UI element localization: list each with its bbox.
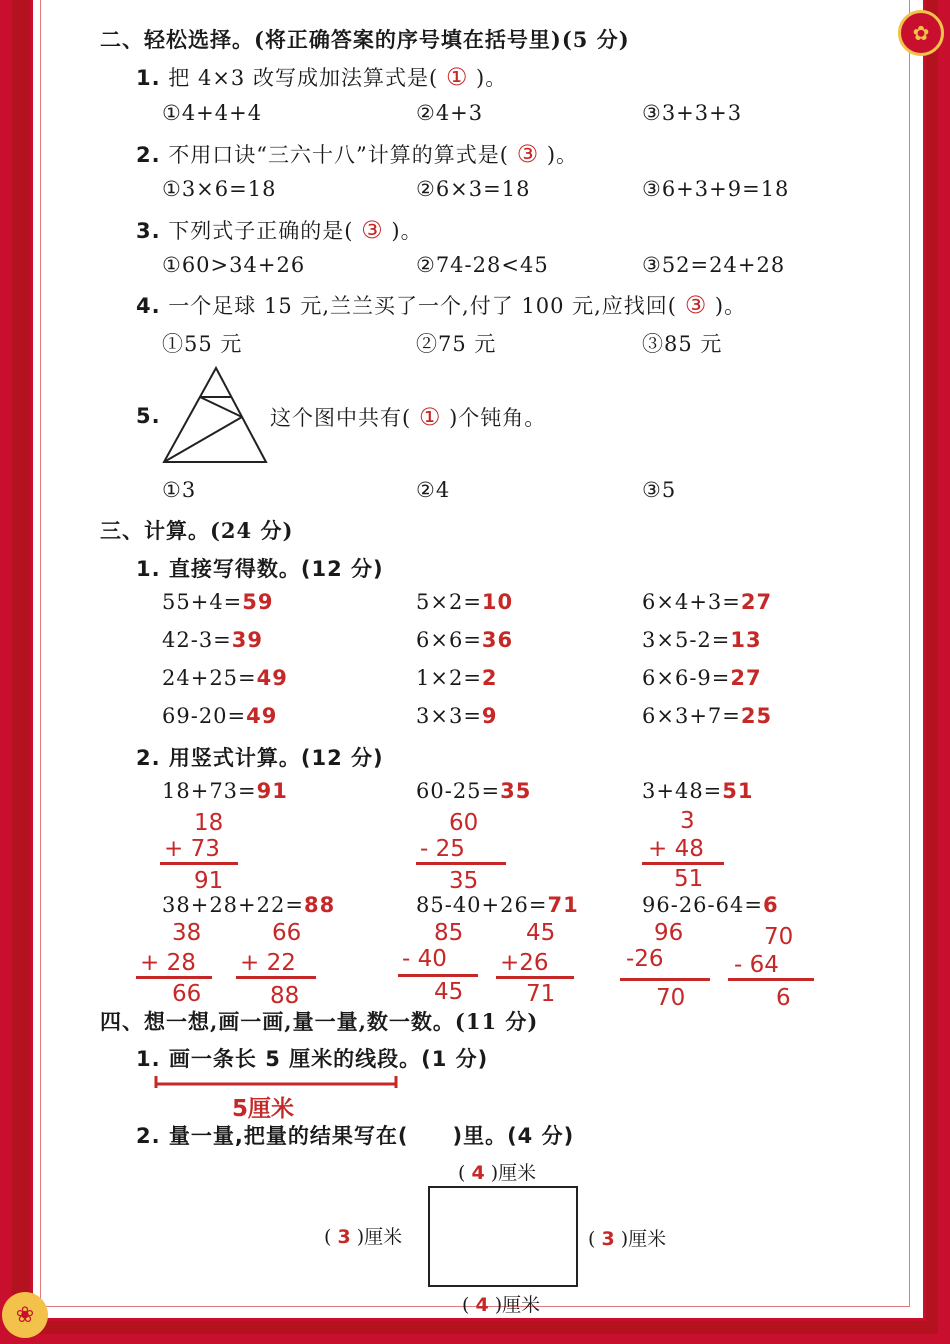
work-rule [620, 978, 710, 981]
work-rule [236, 976, 316, 979]
option: ②75 元 [416, 332, 497, 356]
calc-item: 24+25=49 [162, 666, 288, 690]
option: ①60>34+26 [162, 253, 306, 277]
section-3-title: 三、计算。(24 分) [100, 518, 294, 543]
work-mid: + 48 [648, 836, 704, 862]
calc-item: 3×3=9 [416, 704, 498, 728]
question-5-number: 5. [136, 404, 161, 428]
question-4: 4. 一个足球 15 元,兰兰买了一个,付了 100 元,应找回( ③ )。 [136, 291, 747, 319]
vertical-problem: 85-40+26=71 [416, 893, 579, 917]
work-top: 38 [172, 920, 202, 946]
part-2-title: 2. 用竖式计算。(12 分) [136, 746, 384, 770]
option: ①4+4+4 [162, 101, 263, 125]
work-rule [398, 974, 478, 977]
vertical-problem: 96-26-64=6 [642, 893, 779, 917]
answer-mark: ③ [516, 140, 540, 168]
work-mid: + 73 [164, 836, 220, 862]
question-1: 1. 把 4×3 改写成加法算式是( ① )。 [136, 63, 508, 91]
triangle-figure [160, 364, 272, 466]
work-top: 70 [764, 924, 794, 950]
answer-mark: ③ [684, 291, 708, 319]
option: ③3+3+3 [642, 101, 743, 125]
work-mid: +26 [500, 950, 549, 976]
option: ①3 [162, 478, 197, 502]
work-rule [160, 862, 238, 865]
calc-item: 6×6=36 [416, 628, 514, 652]
work-rule [136, 976, 212, 979]
work-rule [496, 976, 574, 979]
option: ③6+3+9=18 [642, 177, 790, 201]
work-result: 45 [434, 979, 464, 1005]
left-measure: ( 3 )厘米 [324, 1226, 403, 1248]
question-2: 2. 不用口诀“三六十八”计算的算式是( ③ )。 [136, 140, 579, 168]
option: ③85 元 [642, 332, 723, 356]
work-result: 51 [674, 866, 704, 892]
calc-item: 42-3=39 [162, 628, 264, 652]
calc-item: 6×3+7=25 [642, 704, 773, 728]
option: ①55 元 [162, 332, 243, 356]
work-mid: - 25 [420, 836, 465, 862]
work-rule [642, 862, 724, 865]
section-2-title: 二、轻松选择。(将正确答案的序号填在括号里)(5 分) [100, 27, 630, 52]
calc-item: 5×2=10 [416, 590, 514, 614]
answer-mark: ① [418, 403, 442, 431]
work-result: 70 [656, 985, 686, 1011]
work-top: 85 [434, 920, 464, 946]
segment-label: 5厘米 [232, 1096, 295, 1122]
option: ①3×6=18 [162, 177, 277, 201]
answer-mark: ① [445, 63, 469, 91]
vertical-problem: 38+28+22=88 [162, 893, 336, 917]
work-top: 66 [272, 920, 302, 946]
work-top: 45 [526, 920, 556, 946]
vertical-problem: 18+73=91 [162, 779, 288, 803]
work-top: 18 [194, 810, 224, 836]
section-4-title: 四、想一想,画一画,量一量,数一数。(11 分) [100, 1009, 539, 1034]
work-top: 96 [654, 920, 684, 946]
work-rule [416, 862, 506, 865]
option: ②6×3=18 [416, 177, 531, 201]
right-measure: ( 3 )厘米 [588, 1228, 667, 1250]
corner-ornament-icon: ❀ [2, 1292, 48, 1338]
work-result: 88 [270, 983, 300, 1009]
work-mid: - 64 [734, 952, 779, 978]
option: ②4+3 [416, 101, 484, 125]
section-4-q2: 2. 量一量,把量的结果写在( )里。(4 分) [136, 1124, 575, 1148]
calc-item: 6×4+3=27 [642, 590, 773, 614]
question-3: 3. 下列式子正确的是( ③ )。 [136, 216, 423, 244]
work-top: 60 [449, 810, 479, 836]
calc-item: 1×2=2 [416, 666, 498, 690]
measure-rectangle [428, 1186, 578, 1287]
calc-item: 69-20=49 [162, 704, 278, 728]
answer-mark: ③ [361, 216, 384, 244]
option: ②4 [416, 478, 451, 502]
work-rule [728, 978, 814, 981]
vertical-problem: 60-25=35 [416, 779, 532, 803]
bottom-measure: ( 4 )厘米 [462, 1294, 541, 1316]
vertical-problem: 3+48=51 [642, 779, 754, 803]
work-mid: -26 [626, 946, 664, 972]
work-result: 71 [526, 981, 556, 1007]
option: ③5 [642, 478, 677, 502]
section-4-q1: 1. 画一条长 5 厘米的线段。(1 分) [136, 1047, 489, 1071]
work-result: 66 [172, 981, 202, 1007]
work-mid: + 28 [140, 950, 196, 976]
work-result: 6 [776, 985, 791, 1011]
corner-coin-icon: ✿ [898, 10, 944, 56]
work-mid: - 40 [402, 946, 447, 972]
calc-item: 55+4=59 [162, 590, 274, 614]
work-result: 91 [194, 868, 224, 894]
option: ②74-28<45 [416, 253, 549, 277]
calc-item: 3×5-2=13 [642, 628, 762, 652]
segment-drawing [152, 1074, 402, 1090]
part-1-title: 1. 直接写得数。(12 分) [136, 557, 384, 581]
top-measure: ( 4 )厘米 [458, 1162, 537, 1184]
calc-item: 6×6-9=27 [642, 666, 762, 690]
work-result: 35 [449, 868, 479, 894]
work-top: 3 [680, 808, 695, 834]
option: ③52=24+28 [642, 253, 786, 277]
work-mid: + 22 [240, 950, 296, 976]
question-5: 这个图中共有( ① )个钝角。 [270, 403, 547, 431]
